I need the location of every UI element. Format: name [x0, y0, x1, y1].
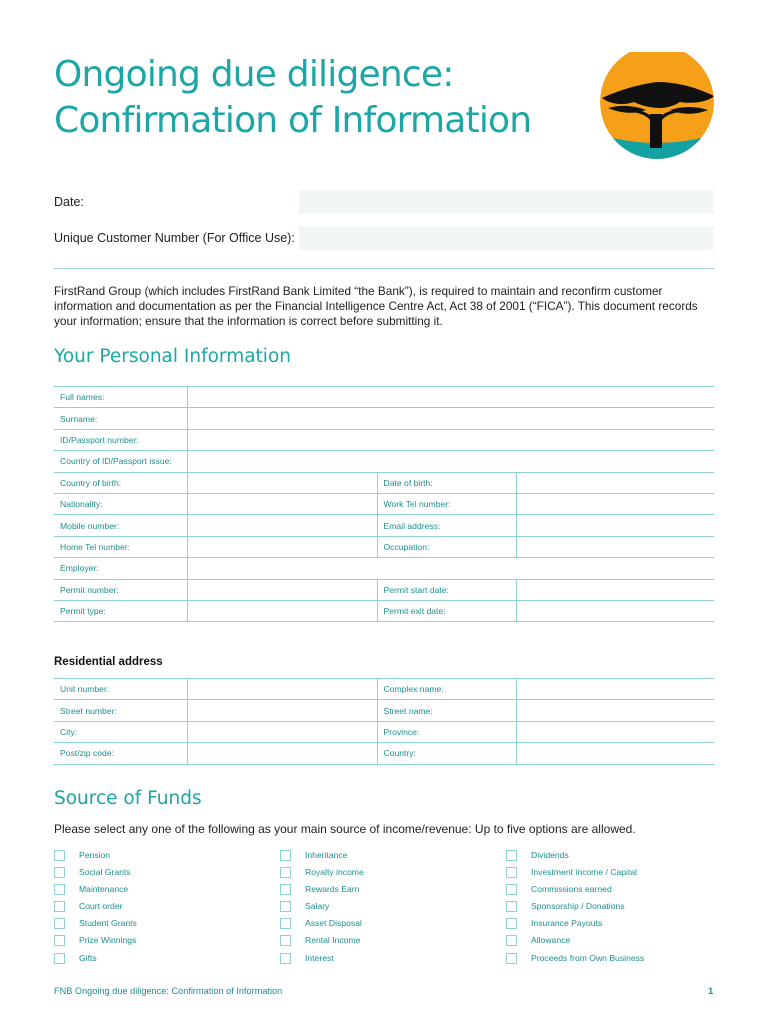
permit-exit-field[interactable] — [516, 600, 714, 621]
table-row — [54, 743, 714, 764]
table-row — [54, 679, 714, 700]
date-birth-label: Date of birth: — [377, 472, 516, 493]
table-row — [54, 600, 714, 621]
checkbox[interactable] — [506, 953, 517, 964]
email-field[interactable] — [516, 515, 714, 536]
fnb-tree-logo-icon — [600, 52, 714, 160]
checkbox[interactable] — [280, 884, 291, 895]
table-row — [54, 700, 714, 721]
city-label: City: — [54, 721, 187, 742]
checkbox[interactable] — [280, 850, 291, 861]
id-passport-label: ID/Passport number: — [54, 429, 187, 450]
list-item[interactable]: Sponsorship / Donations — [506, 900, 726, 917]
list-item[interactable]: Rental Income — [280, 934, 500, 951]
checkbox[interactable] — [280, 867, 291, 878]
funds-column-2 — [280, 849, 500, 969]
checkbox[interactable] — [506, 884, 517, 895]
country-birth-label: Country of birth: — [54, 472, 187, 493]
home-tel-field[interactable] — [187, 536, 377, 557]
source-of-funds-intro: Please select any one of the following as your main source of income/revenue: Up to five options are allowed. — [54, 822, 636, 836]
checkbox[interactable] — [280, 953, 291, 964]
ucn-row — [54, 226, 714, 250]
country-id-label: Country of ID/Passport issue: — [54, 451, 187, 472]
employer-field[interactable] — [187, 558, 714, 579]
list-item[interactable]: Inheritance — [280, 849, 500, 866]
list-item[interactable]: Insurance Payouts — [506, 917, 726, 934]
list-item[interactable]: Student Grants — [54, 917, 274, 934]
page-title-line-2: Confirmation of Information — [54, 100, 532, 141]
checkbox[interactable] — [506, 850, 517, 861]
permit-number-label: Permit number: — [54, 579, 187, 600]
list-item[interactable]: Rewards Earn — [280, 883, 500, 900]
checkbox[interactable] — [54, 867, 65, 878]
list-item[interactable]: Dividends — [506, 849, 726, 866]
personal-info-table — [54, 386, 714, 622]
street-number-label: Street number: — [54, 700, 187, 721]
date-row — [54, 190, 714, 214]
work-tel-label: Work Tel number: — [377, 493, 516, 514]
surname-field[interactable] — [187, 408, 714, 429]
table-row — [54, 536, 714, 557]
funds-column-3 — [506, 849, 726, 969]
table-row — [54, 721, 714, 742]
checkbox[interactable] — [54, 850, 65, 861]
province-field[interactable] — [516, 721, 714, 742]
date-birth-field[interactable] — [516, 472, 714, 493]
province-label: Province: — [377, 721, 516, 742]
complex-name-label: Complex name: — [377, 679, 516, 700]
street-number-field[interactable] — [187, 700, 377, 721]
list-item[interactable]: Commissions earned — [506, 883, 726, 900]
checkbox[interactable] — [54, 884, 65, 895]
table-row — [54, 387, 714, 408]
email-label: Email address: — [377, 515, 516, 536]
checkbox[interactable] — [506, 918, 517, 929]
list-item[interactable]: Investment income / Capital — [506, 866, 726, 883]
table-row — [54, 579, 714, 600]
divider — [54, 268, 714, 269]
occupation-label: Occupation: — [377, 536, 516, 557]
checkbox[interactable] — [506, 935, 517, 946]
ucn-field[interactable] — [299, 226, 714, 250]
list-item[interactable]: Social Grants — [54, 866, 274, 883]
country-field[interactable] — [516, 743, 714, 764]
list-item[interactable]: Interest — [280, 952, 500, 969]
city-field[interactable] — [187, 721, 377, 742]
mobile-field[interactable] — [187, 515, 377, 536]
footer-text: FNB Ongoing due diligence: Confirmation of Information — [54, 986, 283, 996]
checkbox[interactable] — [506, 867, 517, 878]
list-item[interactable]: Salary — [280, 900, 500, 917]
unit-number-field[interactable] — [187, 679, 377, 700]
list-item[interactable]: Court order — [54, 900, 274, 917]
intro-text: FirstRand Group (which includes FirstRand Bank Limited “the Bank”), is required to maintain and reconfirm customer information and documentation as per the Financial Intelligence Centre Act, Act 38 of 2001 (“FICA”). This document records your information; ensure that the information is correct before submitting it. — [54, 284, 698, 328]
residential-address-heading: Residential address — [54, 656, 163, 668]
full-names-label: Full names: — [54, 387, 187, 408]
country-label: Country: — [377, 743, 516, 764]
list-item[interactable]: Allowance — [506, 934, 726, 951]
checkbox[interactable] — [54, 918, 65, 929]
residential-address-table — [54, 678, 714, 765]
checkbox[interactable] — [280, 935, 291, 946]
surname-label: Surname: — [54, 408, 187, 429]
work-tel-field[interactable] — [516, 493, 714, 514]
permit-start-field[interactable] — [516, 579, 714, 600]
date-field[interactable] — [299, 190, 714, 214]
employer-label: Employer: — [54, 558, 187, 579]
list-item[interactable]: Pension — [54, 849, 274, 866]
street-name-label: Street name: — [377, 700, 516, 721]
permit-type-label: Permit type: — [54, 600, 187, 621]
checkbox[interactable] — [54, 953, 65, 964]
permit-exit-label: Permit exit date: — [377, 600, 516, 621]
complex-name-field[interactable] — [516, 679, 714, 700]
page-title — [54, 52, 531, 144]
permit-type-field[interactable] — [187, 600, 377, 621]
personal-info-heading: Your Personal Information — [54, 346, 291, 367]
table-row — [54, 558, 714, 579]
list-item[interactable]: Asset Disposal — [280, 917, 500, 934]
checkbox[interactable] — [54, 935, 65, 946]
table-row — [54, 451, 714, 472]
permit-number-field[interactable] — [187, 579, 377, 600]
checkbox[interactable] — [280, 918, 291, 929]
country-birth-field[interactable] — [187, 472, 377, 493]
date-label: Date: — [54, 195, 84, 209]
nationality-label: Nationality: — [54, 493, 187, 514]
table-row — [54, 429, 714, 450]
nationality-field[interactable] — [187, 493, 377, 514]
list-item[interactable]: Proceeds from Own Business — [506, 952, 726, 969]
page-title-line-1: Ongoing due diligence: — [54, 54, 454, 95]
table-row — [54, 515, 714, 536]
country-id-field[interactable] — [187, 451, 714, 472]
page-number: 1 — [708, 986, 714, 997]
permit-start-label: Permit start date: — [377, 579, 516, 600]
checkbox[interactable] — [280, 901, 291, 912]
occupation-field[interactable] — [516, 536, 714, 557]
list-item[interactable]: Royalty income — [280, 866, 500, 883]
postcode-field[interactable] — [187, 743, 377, 764]
table-row — [54, 472, 714, 493]
list-item[interactable]: Maintenance — [54, 883, 274, 900]
street-name-field[interactable] — [516, 700, 714, 721]
unit-number-label: Unit number: — [54, 679, 187, 700]
funds-column-1 — [54, 849, 274, 969]
table-row — [54, 493, 714, 514]
source-of-funds-heading: Source of Funds — [54, 788, 202, 809]
list-item[interactable]: Prize Winnings — [54, 934, 274, 951]
id-passport-field[interactable] — [187, 429, 714, 450]
postcode-label: Post/zip code: — [54, 743, 187, 764]
checkbox[interactable] — [506, 901, 517, 912]
full-names-field[interactable] — [187, 387, 714, 408]
table-row — [54, 408, 714, 429]
mobile-label: Mobile number: — [54, 515, 187, 536]
home-tel-label: Home Tel number: — [54, 536, 187, 557]
list-item[interactable]: Gifts — [54, 952, 274, 969]
ucn-label: Unique Customer Number (For Office Use): — [54, 231, 295, 245]
checkbox[interactable] — [54, 901, 65, 912]
